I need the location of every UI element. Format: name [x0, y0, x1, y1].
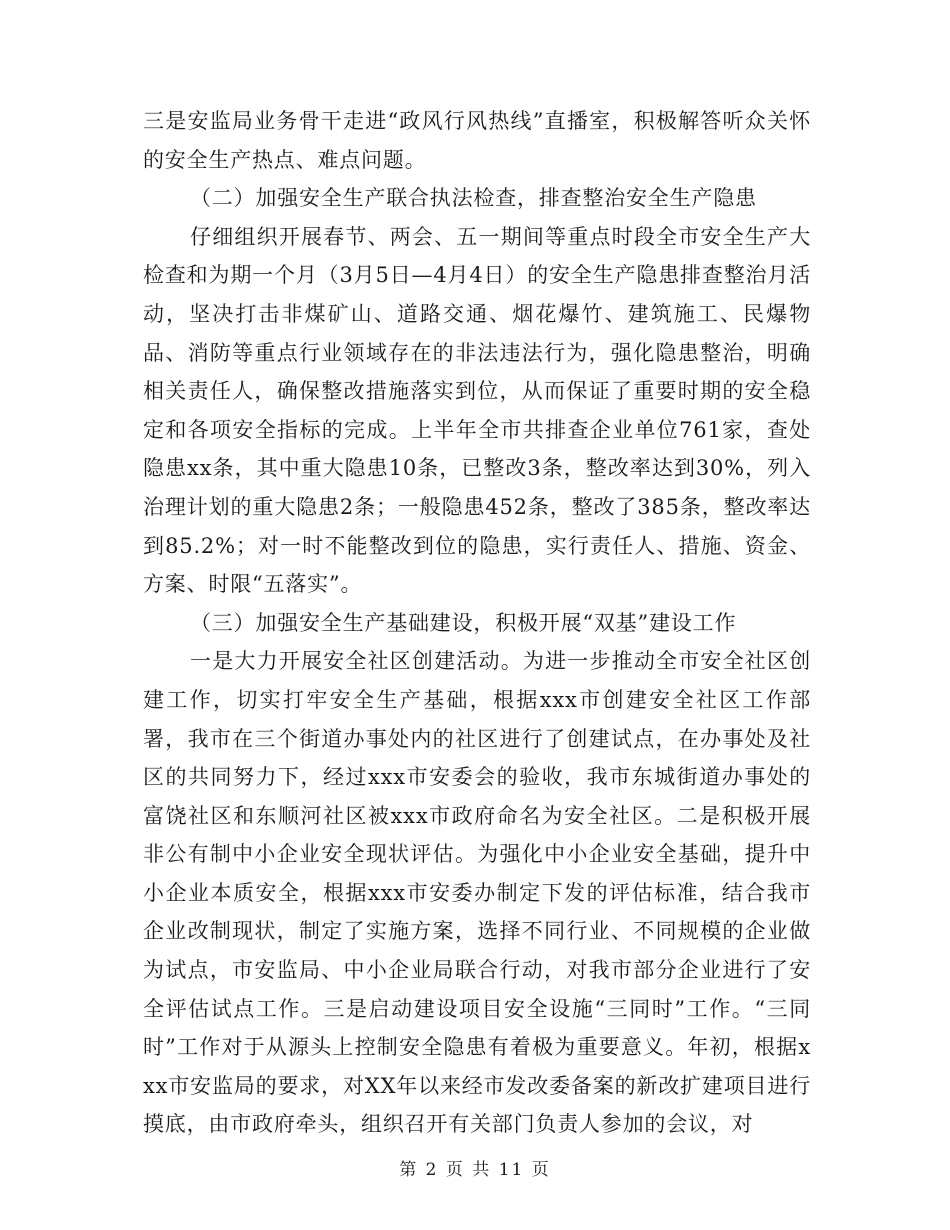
section-heading-3: （三）加强安全生产基础建设，积极开展“双基”建设工作 — [190, 610, 737, 635]
paragraph-inspection: 仔细组织开展春节、两会、五一期间等重点时段全市安全生产大检查和为期一个月（3月5日—4月4日）的安全生产隐患排查整治月活动，坚决打击非煤矿山、道路交通、烟花爆竹、建筑施工、民爆物品、消防等重点行业领域存在的非法违法行为，强化隐患整治，明确相关责任人，确保整改措施落实到位，从而保证了重要时期的安全稳定和各项安全指标的完成。上半年全市共排查企业单位761家，查处隐患xx条，其中重大隐患10条，已整改3条，整改率达到30%，列入治理计划的重大隐患2条；一般隐患452条，整改了385条，整改率达到85.2%；对一时不能整改到位的隐患，实行责任人、措施、资金、方案、时限“五落实”。 — [143, 224, 811, 597]
paragraph-foundation: 一是大力开展安全社区创建活动。为进一步推动全市安全社区创建工作，切实打牢安全生产基础，根据xxx市创建安全社区工作部署，我市在三个街道办事处内的社区进行了创建试点，在办事处及社区的共同努力下，经过xxx市安委会的验收，我市东城街道办事处的富饶社区和东顺河社区被xxx市政府命名为安全社区。二是积极开展非公有制中小企业安全现状评估。为强化中小企业安全基础，提升中小企业本质安全，根据xxx市安委办制定下发的评估标准，结合我市企业改制现状，制定了实施方案，选择不同行业、不同规模的企业做为试点，市安监局、中小企业局联合行动，对我市部分企业进行了安全评估试点工作。三是启动建设项目安全设施“三同时”工作。“三同时”工作对于从源头上控制安全隐患有着极为重要意义。年初，根据xxx市安监局的要求，对XX年以来经市发改委备案的新改扩建项目进行摸底，由市政府牵头，组织召开有关部门负责人参加的会议，对 — [143, 649, 811, 1137]
section-heading-2: （二）加强安全生产联合执法检查，排查整治安全生产隐患 — [190, 186, 757, 211]
document-body — [143, 102, 811, 1144]
page-footer: 第 2 页 共 11 页 — [399, 1160, 551, 1180]
paragraph-continuation: 三是安监局业务骨干走进“政风行风热线”直播室，积极解答听众关怀的安全生产热点、难点问题。 — [143, 109, 811, 172]
